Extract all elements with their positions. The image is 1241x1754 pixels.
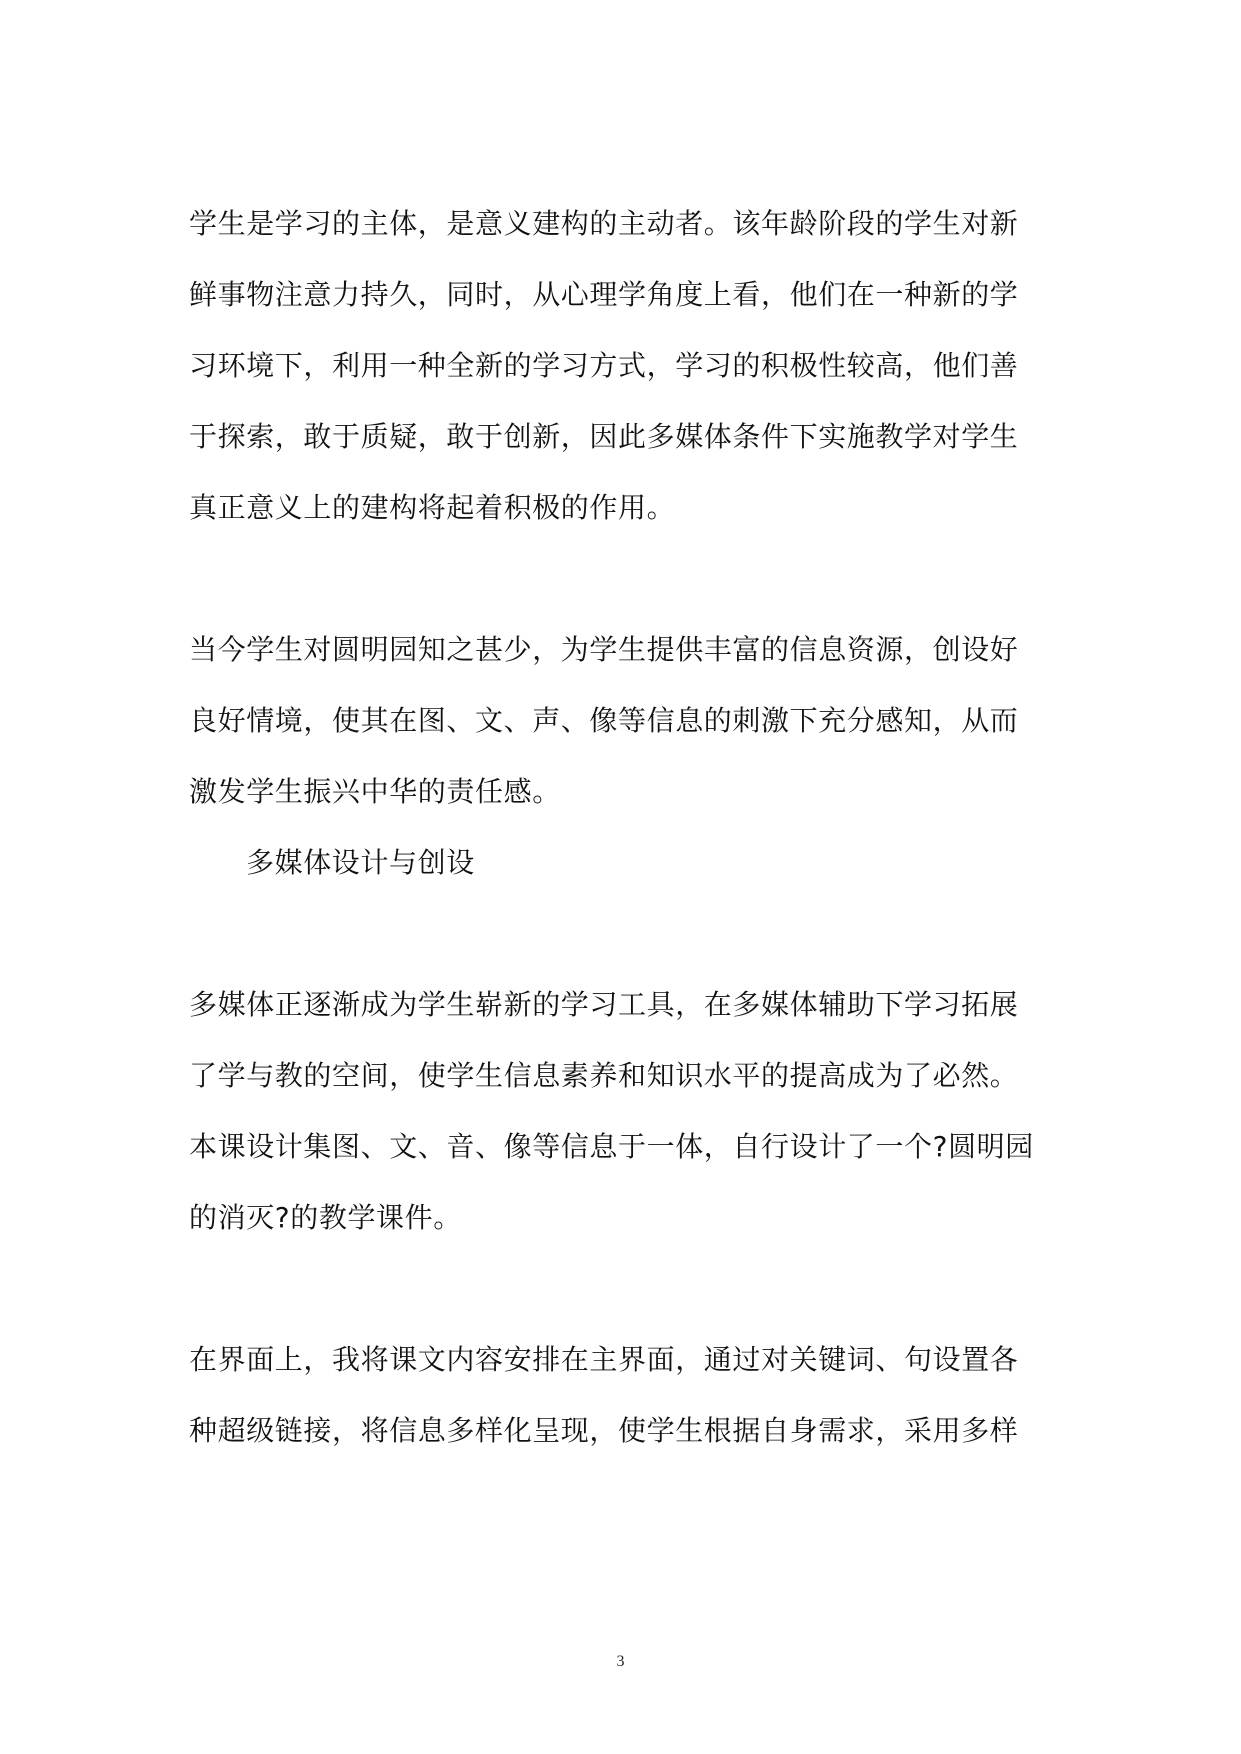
text-line: 鲜事物注意力持久，同时，从心理学角度上看，他们在一种新的学 — [189, 278, 1019, 311]
text-line: 了学与教的空间，使学生信息素养和知识水平的提高成为了必然。 — [189, 1059, 1019, 1092]
text-line: 于探索，敢于质疑，敢于创新，因此多媒体条件下实施教学对学生 — [189, 420, 1019, 453]
text-line: 良好情境，使其在图、文、声、像等信息的刺激下充分感知，从而 — [189, 704, 1019, 737]
section-heading: 多媒体设计与创设 — [246, 846, 475, 879]
text-line: 学生是学习的主体，是意义建构的主动者。该年龄阶段的学生对新 — [189, 207, 1019, 240]
text-line: 的消灭?的教学课件。 — [189, 1201, 462, 1234]
text-line: 当今学生对圆明园知之甚少，为学生提供丰富的信息资源，创设好 — [189, 633, 1019, 666]
text-line: 多媒体正逐渐成为学生崭新的学习工具，在多媒体辅助下学习拓展 — [189, 988, 1019, 1021]
text-line: 激发学生振兴中华的责任感。 — [189, 775, 561, 808]
text-line: 习环境下，利用一种全新的学习方式，学习的积极性较高，他们善 — [189, 349, 1019, 382]
text-line: 本课设计集图、文、音、像等信息于一体，自行设计了一个?圆明园 — [189, 1130, 1034, 1163]
text-line: 在界面上，我将课文内容安排在主界面，通过对关键词、句设置各 — [189, 1343, 1019, 1376]
text-line: 真正意义上的建构将起着积极的作用。 — [189, 491, 676, 524]
page-number: 3 — [616, 1653, 625, 1670]
text-line: 种超级链接，将信息多样化呈现，使学生根据自身需求，采用多样 — [189, 1414, 1019, 1447]
